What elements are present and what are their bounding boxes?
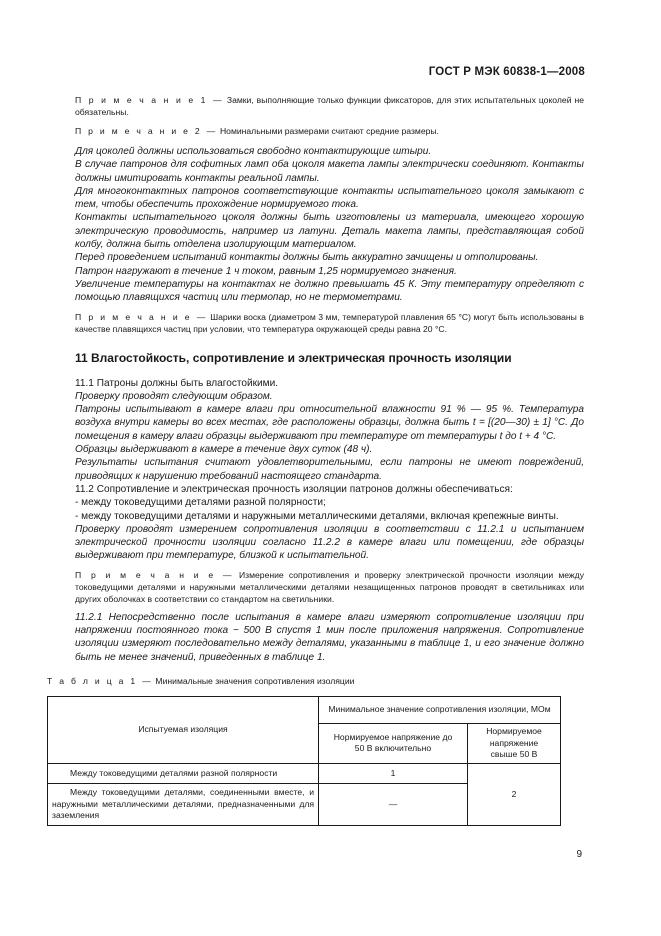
cell-insulation: Между токоведущими деталями разной полярности [48, 763, 319, 783]
note-measure [75, 569, 584, 605]
clause-11-1-humidity: Патроны испытывают в камере влаги при относительной влажности 91 % — 95 %. Температура воздуха внутри камеры во всех местах, где расположены образцы, должна быть t = [(20—30) ± 1] °С. До помещения в камеру влаги образцы выдерживают при температуре от температуры t до t + 4 °С. [75, 404, 584, 442]
note-2 [75, 125, 584, 137]
clause-11-1-result: Результаты испытания считают удовлетворительными, если патроны не имеют повреждений, приводящих к нарушению требований настоящего стандарта. [75, 457, 584, 482]
clause-11-2-item-2: - между токоведущими деталями и наружными металлическими деталями, включая крепежные винты. [75, 510, 559, 522]
cell-v2-merged: 2 [468, 763, 561, 825]
clause-11-2-item-1: - между токоведущими деталями разной полярности; [75, 497, 326, 509]
table-caption-label: Т а б л и ц а 1 — [47, 675, 154, 686]
para-polish: Перед проведением испытаний контакты должны быть аккуратно зачищены и отполированы. [75, 252, 539, 264]
table-caption [47, 676, 584, 686]
note-wax-label: П р и м е ч а н и е — [75, 311, 208, 322]
para-temperature-rise: Увеличение температуры на контактах не должно превышать 45 К. Эту температуру определяют с помощью плавящихся частиц или термопар, но не термометрами. [75, 278, 584, 304]
clause-11-1-check: Проверку проводят следующим образом. [75, 390, 273, 402]
insulation-table [47, 696, 561, 826]
th-voltage-up-to-50: Нормируемое напряжение до 50 В включительно [319, 723, 468, 763]
table-caption-text: Минимальные значения сопротивления изоляции [153, 675, 355, 686]
standard-header: ГОСТ Р МЭК 60838-1—2008 [428, 66, 585, 78]
note-2-text: Номинальными размерами считают средние размеры. [217, 126, 439, 136]
clause-11-1-hold: Образцы выдерживают в камере в течение двух суток (48 ч). [75, 444, 373, 456]
page-content [47, 94, 584, 821]
page-number: 9 [576, 849, 582, 860]
th-voltage-over-50: Нормируемое напряжение свыше 50 В [468, 723, 561, 763]
para-multicontact: Для многоконтактных патронов соответствующие контакты испытательного цоколя замыкают с тем, чтобы обеспечить прохождение нормируемого тока. [75, 185, 584, 211]
note-1-text: Замки, выполняющие только функции фиксаторов, для этих испытательных цоколей не обязательны. [75, 95, 584, 117]
note-2-label: П р и м е ч а н и е 2 — [75, 126, 218, 136]
para-contact-material: Контакты испытательного цоколя должны быть изготовлены из материала, имеющего хорошую электрическую проводимость, например из латуни. Деталь макета лампы, представляющая собой колбу, должна быть отделена изолирующим материалом. [75, 212, 584, 251]
note-1 [75, 94, 584, 118]
clause-11-1: 11.1 Патроны должны быть влагостойкими. [75, 377, 279, 389]
clause-11-2-1: 11.2.1 Непосредственно после испытания в камере влаги измеряют сопротивление изоляции при напряжении постоянного тока ~ 500 В спустя 1 мин после приложения напряжения. Сопротивление изоляции измеряют последовательно между деталями, указанными в таблице 1, и его значение должно быть не менее значений, приведенных в таблице 1. [75, 611, 584, 663]
note-measure-label: П р и м е ч а н и е — [75, 569, 234, 580]
cell-insulation: Между токоведущими деталями, соединенными вместе, и наружными металлическими деталями, предназначенными для заземления [48, 783, 319, 825]
para-load: Патрон нагружают в течение 1 ч током, равным 1,25 нормируемого значения. [75, 265, 457, 277]
note-wax [75, 311, 584, 335]
clause-11-2-check: Проверку проводят измерением сопротивления изоляции в соответствии с 11.2.1 и испытанием электрической прочности изоляции согласно 11.2.2 в камере влаги или помещении, где образцы выдерживают при температуре, близкой к испытательной. [75, 523, 584, 562]
clause-11-2: 11.2 Сопротивление и электрическая прочность изоляции патронов должны обеспечиваться: [75, 483, 513, 495]
para-sofit: В случае патронов для софитных ламп оба цоколя макета лампы электрически соединяют. Контакты должны имитировать контакты реальной лампы. [75, 159, 584, 184]
note-1-label: П р и м е ч а н и е 1 — [75, 95, 224, 105]
th-min-resistance: Минимальное значение сопротивления изоляции, МОм [319, 696, 561, 723]
section-title: 11 Влагостойкость, сопротивление и электрическая прочность изоляции [75, 350, 512, 365]
para-base-pins: Для цоколей должны использоваться свободно контактирующие штыри. [75, 146, 432, 157]
note-wax-text: Шарики воска (диаметром 3 мм, температурой плавления 65 °С) могут быть использованы в качестве плавящихся частиц при условии, что температура окружающей среды равна 20 °С. [75, 311, 584, 334]
table-row [48, 763, 561, 783]
th-insulation: Испытуемая изоляция [48, 696, 319, 763]
cell-v1: — [319, 783, 468, 825]
cell-v1: 1 [319, 763, 468, 783]
note-measure-text: Измерение сопротивления и проверку электрической прочности изоляции между токоведущими деталями и наружными металлическими деталями незащищенных патронов проводят в светильниках или других оболочках в соответствии со стандартом на светильники. [75, 569, 584, 604]
